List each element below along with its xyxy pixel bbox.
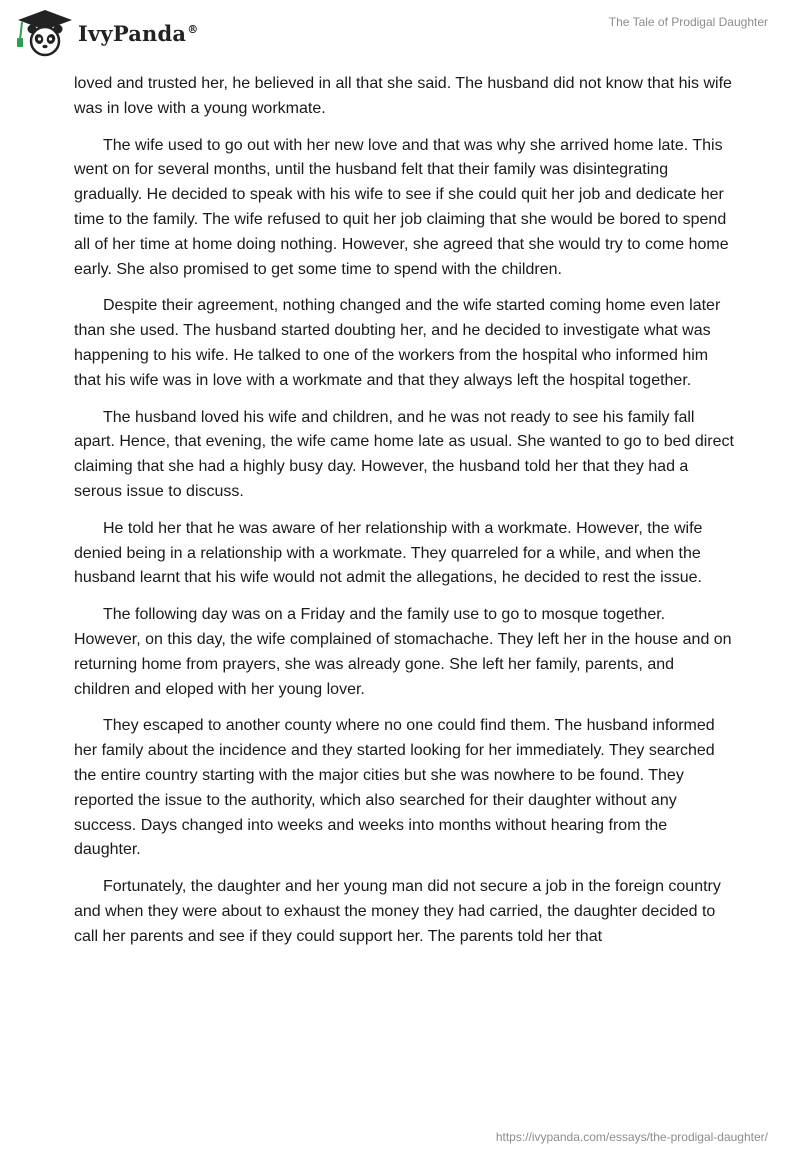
document-title: The Tale of Prodigal Daughter [608,15,768,29]
panda-graduation-cap-icon [14,8,76,58]
paragraph-1: loved and trusted her, he believed in all that she said. The husband did not know that his wife was in love with a young workmate. [74,75,732,117]
brand-name-text: IvyPanda [78,20,187,46]
source-url-link[interactable]: https://ivypanda.com/essays/the-prodigal-daughter/ [495,1130,768,1144]
ivypanda-logo[interactable] [14,8,198,58]
paragraph-4: The husband loved his wife and children, and he was not ready to see his family fall apart. Hence, that evening, the wife came home late as usual. She wanted to go to bed direct claiming that she had a highly busy day. However, the husband told her that they had a serous issue to discuss. [74,408,734,500]
paragraph-8: Fortunately, the daughter and her young man did not secure a job in the foreign country and when they were about to exhaust the money they had carried, the daughter decided to call her parents and see if they could support her. The parents told her that [74,878,721,945]
registered-mark: ® [187,22,199,36]
paragraph-3: Despite their agreement, nothing changed and the wife started coming home even later than she used. The husband started doubting her, and he decided to investigate what was happening to his wife. He talked to one of the workers from the hospital who informed him that his wife was in love with a workmate and that they always left the hospital together. [74,297,721,389]
paragraph-7: They escaped to another county where no one could find them. The husband informed her family about the incidence and they started looking for her immediately. They searched the entire country starting with the major cities but she was nowhere to be found. They reported the issue to the authority, which also searched for their daughter without any success. Days changed into weeks and weeks into months without hearing from the daughter. [74,717,715,859]
paragraph-2: The wife used to go out with her new love and that was why she arrived home late. This went on for several months, until the husband felt that their family was disintegrating gradually. He decided to speak with his wife to see if she could quit her job and dedicate her time to the family. The wife refused to quit her job claiming that she would be bored to spend all of her time at home doing nothing. However, she agreed that she would try to come home early. She also promised to get some time to spend with the children. [74,136,729,278]
page-header [0,0,800,70]
paragraph-6: The following day was on a Friday and the family use to go to mosque together. However, on this day, the wife complained of stomachache. They left her in the house and on returning home from prayers, she was already gone. She left her family, parents, and children and eloped with her young lover. [74,606,732,698]
paragraph-5: He told her that he was aware of her relationship with a workmate. However, the wife denied being in a relationship with a workmate. They quarreled for a while, and when the husband learnt that his wife would not admit the allegations, he decided to rest the issue. [74,519,703,587]
brand-name [78,21,198,46]
essay-body [74,72,734,962]
